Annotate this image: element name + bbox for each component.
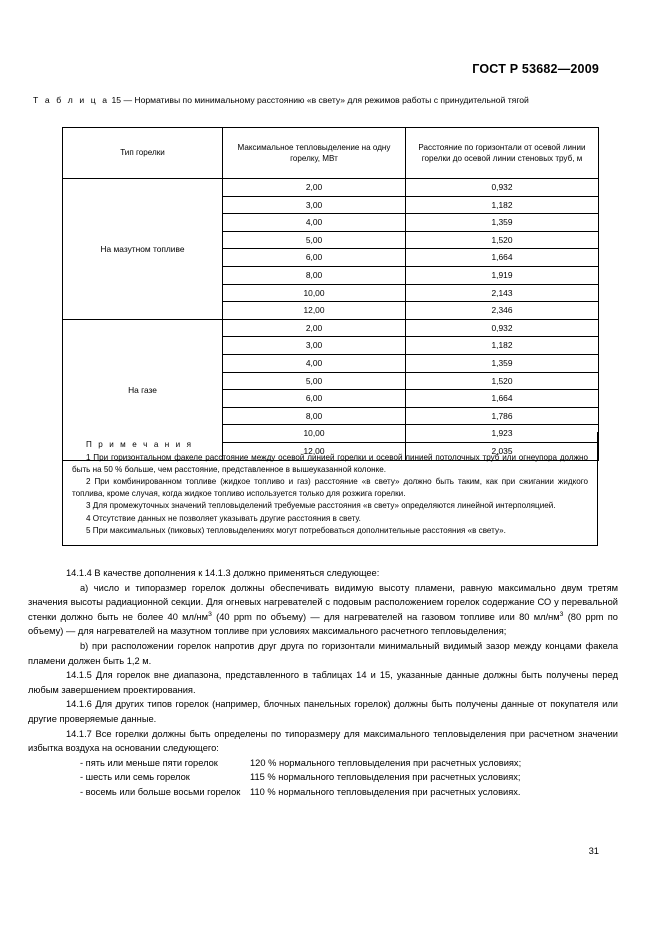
list-item xyxy=(28,785,618,800)
table-body xyxy=(63,179,599,461)
cell-distance: 1,359 xyxy=(406,214,599,232)
burner-count-term: - шесть или семь горелок xyxy=(80,772,190,783)
cell-distance: 2,143 xyxy=(406,284,599,302)
cell-distance: 1,182 xyxy=(406,337,599,355)
page-number: 31 xyxy=(588,845,599,856)
cell-distance: 1,923 xyxy=(406,425,599,443)
table-caption-number: 15 xyxy=(111,95,122,105)
cell-distance: 1,520 xyxy=(406,231,599,249)
list-item xyxy=(28,770,618,785)
table-row xyxy=(63,319,599,337)
note-item: 1 При горизонтальном факеле расстояние между осевой линией горелки и осевой линией потолочных труб или огнеупора должно быть на 50 % больше, чем расстояние, представленное в вышеуказанной колонке. xyxy=(72,453,588,475)
burner-count-definition: 120 % нормального тепловыделения при расчетных условиях; xyxy=(250,757,522,768)
note-item: 5 При максимальных (пиковых) тепловыделениях могут потребоваться дополнительные расстояния «в свету». xyxy=(86,525,506,535)
cell-distance: 0,932 xyxy=(406,319,599,337)
column-header-burner-type: Тип горелки xyxy=(63,128,223,179)
group-label-gas: На газе xyxy=(63,319,223,460)
table-header-row xyxy=(63,128,599,179)
document-standard-header: ГОСТ Р 53682—2009 xyxy=(472,62,599,76)
cell-distance: 0,932 xyxy=(406,179,599,197)
cell-distance: 2,346 xyxy=(406,302,599,320)
cell-heat: 12,00 xyxy=(223,302,406,320)
cell-heat: 5,00 xyxy=(223,231,406,249)
column-header-max-heat: Максимальное тепловыделение на одну горелку, МВт xyxy=(223,128,406,179)
column-header-distance: Расстояние по горизонтали от осевой линии горелки до осевой линии стеновых труб, м xyxy=(406,128,599,179)
cell-heat: 4,00 xyxy=(223,354,406,372)
table-notes xyxy=(62,432,598,546)
burner-count-term: - пять или меньше пяти горелок xyxy=(80,757,218,768)
note-item: 3 Для промежуточных значений тепловыделений требуемые расстояния «в свету» определяются линейной интерполяцией. xyxy=(86,501,556,511)
cell-heat: 6,00 xyxy=(223,390,406,408)
cell-distance: 1,359 xyxy=(406,354,599,372)
paragraph-14-1-4-b: b) при расположении горелок напротив друг друга по горизонтали минимальный видимый зазор между концами факела пламени должен быть 1,2 м. xyxy=(28,640,618,666)
paragraph-14-1-5: 14.1.5 Для горелок вне диапазона, представленного в таблицах 14 и 15, указанные данные должны быть получены перед любым завершением проектирования. xyxy=(28,670,618,695)
note-item: 4 Отсутствие данных не позволяет указывать другие расстояния в свету. xyxy=(86,513,361,523)
cell-distance: 1,786 xyxy=(406,407,599,425)
cell-heat: 8,00 xyxy=(223,266,406,284)
body-content xyxy=(28,566,618,800)
cell-heat: 4,00 xyxy=(223,214,406,232)
cell-heat: 10,00 xyxy=(223,425,406,443)
cell-heat: 8,00 xyxy=(223,407,406,425)
paragraph-14-1-7: 14.1.7 Все горелки должны быть определены по типоразмеру для максимального тепловыделения при расчетном значении избытка воздуха на основании следующего: xyxy=(28,728,618,754)
cell-distance: 1,664 xyxy=(406,390,599,408)
paragraph-a-text-part3: (80 ppm по объему) — для нагревателей на мазутном топливе при условиях максимального расчетного тепловыделения; xyxy=(28,611,618,637)
list-item xyxy=(28,756,618,771)
superscript-cubic-meter: 3 xyxy=(208,610,212,618)
table-caption-text: — Нормативы по минимальному расстоянию «в свету» для режимов работы с принудительной тягой xyxy=(123,95,529,105)
paragraph-14-1-6: 14.1.6 Для других типов горелок (например, блочных панельных горелок) должны быть получены данные от покупателя или другие проверяемые данные. xyxy=(28,699,618,724)
cell-heat: 2,00 xyxy=(223,319,406,337)
cell-heat: 12,00 xyxy=(223,442,406,460)
cell-distance: 1,664 xyxy=(406,249,599,267)
cell-heat: 2,00 xyxy=(223,179,406,197)
cell-distance: 2,035 xyxy=(406,442,599,460)
cell-heat: 3,00 xyxy=(223,196,406,214)
cell-distance: 1,182 xyxy=(406,196,599,214)
clearance-norms-table xyxy=(62,127,599,461)
table-caption-prefix: Т а б л и ц а xyxy=(33,95,110,105)
cell-heat: 6,00 xyxy=(223,249,406,267)
table-caption xyxy=(33,94,613,106)
paragraph-14-1-4-a xyxy=(28,581,618,639)
burner-count-list xyxy=(28,756,618,800)
paragraph-a-text-part2: (40 ppm по объему) — для нагревателей на газовом топливе или 80 мл/нм xyxy=(211,611,560,622)
notes-title: П р и м е ч а н и я xyxy=(86,440,194,449)
paragraph-14-1-4: 14.1.4 В качестве дополнения к 14.1.3 должно применяться следующее: xyxy=(66,568,380,578)
superscript-cubic-meter: 3 xyxy=(559,610,564,618)
note-item: 2 При комбинированном топливе (жидкое топливо и газ) расстояние «в свету» должно быть таким, как при сжигании жидкого топлива, кроме случая, когда жидкое топливо используется только для розжига горелки. xyxy=(72,477,588,499)
table-row xyxy=(63,179,599,197)
burner-count-term: - восемь или больше восьми горелок xyxy=(80,786,241,797)
burner-count-definition: 115 % нормального тепловыделения при расчетных условиях; xyxy=(250,772,521,783)
group-label-fuel-oil: На мазутном топливе xyxy=(63,179,223,320)
burner-count-definition: 110 % нормального тепловыделения при расчетных условиях. xyxy=(250,786,521,797)
cell-heat: 3,00 xyxy=(223,337,406,355)
paragraph-a-text-part1: a) число и типоразмер горелок должны обеспечивать видимую высоту пламени, равную максимально двум третям значения высоты радиационной секции. Для огневых нагревателей с подовым расположением горелок содержание СО у перевальной стенки должно быть не более 40 мл/нм xyxy=(28,582,618,622)
cell-distance: 1,919 xyxy=(406,266,599,284)
cell-heat: 5,00 xyxy=(223,372,406,390)
cell-distance: 1,520 xyxy=(406,372,599,390)
cell-heat: 10,00 xyxy=(223,284,406,302)
